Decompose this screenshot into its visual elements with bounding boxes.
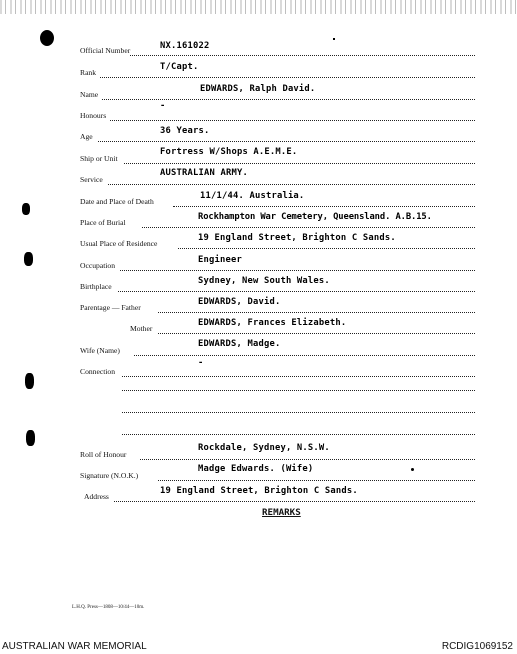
dotted-line: [122, 390, 475, 391]
dotted-line: [100, 77, 475, 78]
connection-value: -: [198, 358, 204, 368]
binder-mark: [24, 252, 33, 266]
dotted-line: [122, 376, 475, 377]
rank-value: T/Capt.: [160, 62, 199, 72]
rank-label: Rank: [80, 68, 97, 77]
remarks-heading: REMARKS: [262, 507, 301, 518]
mother-value: EDWARDS, Frances Elizabeth.: [198, 318, 347, 328]
official-number-value: NX.161022: [160, 41, 210, 51]
dotted-line: [108, 184, 475, 185]
dotted-line: [178, 248, 475, 249]
wife-value: EDWARDS, Madge.: [198, 339, 281, 349]
roll-of-honour-label: Roll of Honour: [80, 450, 127, 459]
service-value: AUSTRALIAN ARMY.: [160, 168, 248, 178]
ink-dot: [411, 468, 414, 471]
date-place-death-label: Date and Place of Death: [80, 197, 154, 206]
age-label: Age: [80, 132, 93, 141]
footer-institution: AUSTRALIAN WAR MEMORIAL: [2, 641, 147, 652]
footer-record-id: RCDIG1069152: [441, 641, 513, 652]
connection-label: Connection: [80, 367, 116, 376]
speck: [333, 38, 335, 40]
dotted-line: [110, 120, 475, 121]
address-label: Address: [84, 492, 109, 501]
official-number-label: Official Number: [80, 46, 131, 55]
wife-label: Wife (Name): [80, 346, 120, 355]
dotted-line: [122, 412, 475, 413]
signature-label: Signature (N.O.K.): [80, 471, 139, 480]
form-reference: L.H.Q. Press—1808—10/44—10m.: [72, 605, 145, 610]
dotted-line: [134, 355, 475, 356]
mother-label: Mother: [130, 324, 153, 333]
dotted-line: [142, 227, 475, 228]
dotted-line: [130, 55, 475, 56]
scan-edge: [0, 0, 517, 14]
dotted-line: [98, 141, 475, 142]
place-of-burial-label: Place of Burial: [80, 218, 126, 227]
dotted-line: [102, 99, 475, 100]
father-label: Parentage — Father: [80, 303, 141, 312]
birthplace-value: Sydney, New South Wales.: [198, 276, 330, 286]
usual-residence-label: Usual Place of Residence: [80, 239, 158, 248]
dotted-line: [158, 333, 475, 334]
ship-or-unit-value: Fortress W/Shops A.E.M.E.: [160, 147, 298, 157]
binder-mark: [25, 373, 34, 389]
binder-mark: [26, 430, 35, 446]
address-value: 19 England Street, Brighton C Sands.: [160, 486, 358, 496]
father-value: EDWARDS, David.: [198, 297, 281, 307]
birthplace-label: Birthplace: [80, 282, 112, 291]
honours-value: -: [160, 101, 166, 111]
occupation-value: Engineer: [198, 255, 242, 265]
occupation-label: Occupation: [80, 261, 116, 270]
name-value: EDWARDS, Ralph David.: [200, 84, 316, 94]
name-label: Name: [80, 90, 99, 99]
service-label: Service: [80, 175, 103, 184]
dotted-line: [140, 459, 475, 460]
punch-hole: [40, 30, 54, 46]
usual-residence-value: 19 England Street, Brighton C Sands.: [198, 233, 396, 243]
dotted-line: [122, 434, 475, 435]
dotted-line: [173, 206, 475, 207]
dotted-line: [158, 480, 475, 481]
dotted-line: [124, 163, 475, 164]
dotted-line: [158, 312, 475, 313]
honours-label: Honours: [80, 111, 107, 120]
date-place-death-value: 11/1/44. Australia.: [200, 191, 305, 201]
dotted-line: [120, 270, 475, 271]
signature-value: Madge Edwards. (Wife): [198, 464, 314, 474]
ship-or-unit-label: Ship or Unit: [80, 154, 118, 163]
age-value: 36 Years.: [160, 126, 210, 136]
binder-mark: [22, 203, 30, 215]
dotted-line: [118, 291, 475, 292]
roll-of-honour-value: Rockdale, Sydney, N.S.W.: [198, 443, 330, 453]
archive-footer: [0, 640, 517, 654]
place-of-burial-value: Rockhampton War Cemetery, Queensland. A.B.15.: [198, 212, 432, 222]
dotted-line: [114, 501, 475, 502]
